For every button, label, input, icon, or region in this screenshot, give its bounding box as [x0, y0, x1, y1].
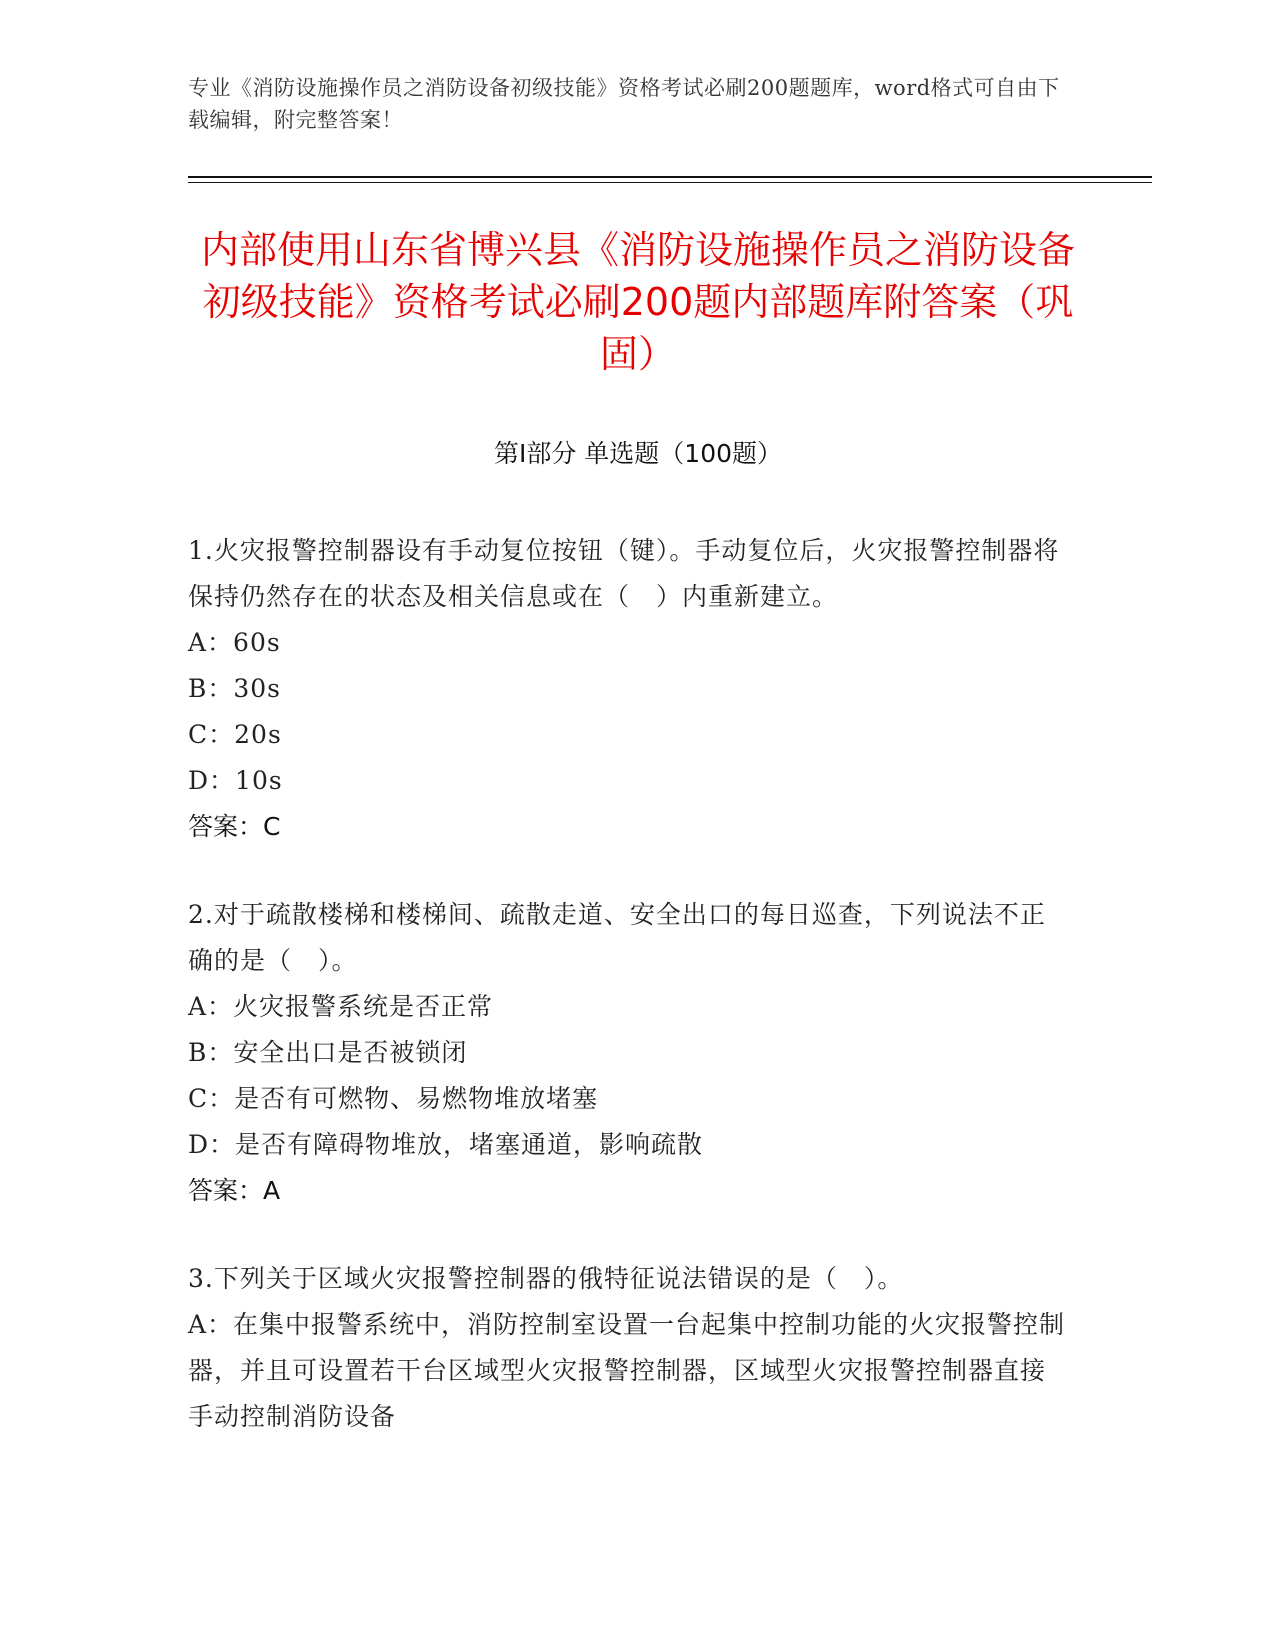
question-stem: 1.火灾报警控制器设有手动复位按钮（键）。手动复位后，火灾报警控制器将保持仍然存在的状态及相关信息或在（ ）内重新建立。: [188, 536, 1060, 611]
option-c: C：20s: [188, 720, 282, 749]
question-stem: 2.对于疏散楼梯和楼梯间、疏散走道、安全出口的每日巡查，下列说法不正确的是（ ）。: [188, 900, 1046, 975]
header-note: 专业《消防设施操作员之消防设备初级技能》资格考试必刷200题题库，word格式可自由下载编辑，附完整答案！: [188, 76, 1060, 132]
question-stem: 3.下列关于区域火灾报警控制器的俄特征说法错误的是（ ）。: [188, 1264, 904, 1293]
option-b: B：30s: [188, 674, 282, 703]
option-d: D：10s: [188, 766, 283, 795]
document-title: 内部使用山东省博兴县《消防设施操作员之消防设备初级技能》资格考试必刷200题内部题库附答案（巩固）: [200, 228, 1075, 376]
answer: 答案：A: [188, 1176, 281, 1205]
option-a: A：火灾报警系统是否正常: [188, 992, 494, 1021]
header-divider-thick: [188, 176, 1152, 178]
question-1: [188, 528, 1068, 850]
answer: 答案：C: [188, 812, 281, 841]
option-d: D：是否有障碍物堆放，堵塞通道，影响疏散: [188, 1130, 704, 1159]
option-c: C：是否有可燃物、易燃物堆放堵塞: [188, 1084, 599, 1113]
option-a: A：60s: [188, 628, 281, 657]
question-3: [188, 1256, 1068, 1440]
option-b: B：安全出口是否被锁闭: [188, 1038, 468, 1067]
header-divider-thin: [188, 182, 1152, 183]
section-heading: 第Ⅰ部分 单选题（100题）: [493, 439, 783, 468]
option-a: A：在集中报警系统中，消防控制室设置一台起集中控制功能的火灾报警控制器，并且可设置若干台区域型火灾报警控制器，区域型火灾报警控制器直接手动控制消防设备: [188, 1310, 1066, 1431]
question-2: [188, 892, 1068, 1214]
